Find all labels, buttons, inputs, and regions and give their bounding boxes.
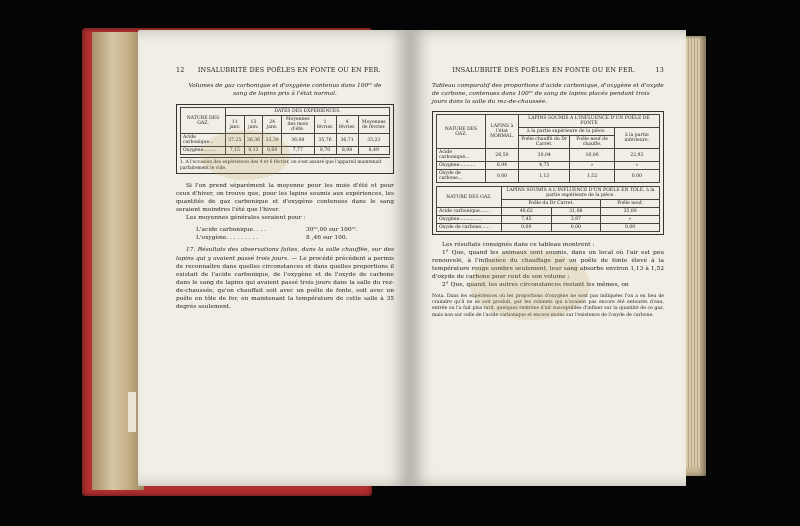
col-header: Moyennes de février. — [358, 116, 389, 134]
right-running-head — [432, 66, 664, 74]
section-body: — Le procédé précédent a permis de reconnaître dans quelles circonstances et dans quelles proportions il existait de l'acide carbonique, de l'oxygène et de l'oxyde de carbone dans le sang de lapins qui avaient passé trois jours dans la salle du rez-de-chaussée, qu'on chauffait soit avec un poêle de fonte, soit avec un poêle en tôle de fer, en maintenant la température de cette salle à 35 degrés seulement. — [176, 255, 394, 311]
influence-header: LAPINS SOUMIS A L'INFLUENCE D'UN POÊLE EN TÔLE, à la partie supérieure de la pièce. — [502, 187, 660, 200]
lower-part-header: à la partie inférieure. — [614, 128, 659, 149]
averages-list — [196, 226, 394, 242]
table-row: Acide carbonique....... 40,62 31,08 35,00 — [437, 208, 660, 216]
right-paragraph: 2° Que, quand, les autres circonstances restant les mêmes, on — [442, 282, 629, 289]
influence-header: LAPINS SOUMIS A L'INFLUENCE D'UN POÊLE DE FONTE — [519, 115, 660, 128]
right-page — [410, 30, 686, 486]
left-section-paragraph — [176, 246, 394, 311]
col-header: Poêle du Dr Carret. — [502, 200, 601, 208]
nature-header: NATURE DES GAZ. — [437, 187, 502, 208]
col-header: Poêle chauffé du Dr Carret. — [519, 136, 570, 149]
col-header: 11 janv. — [226, 116, 245, 134]
table-row: Acide carbonique... 26,50 20,04 16,06 22,92 — [437, 149, 660, 162]
table-row: Oxygène........... 6,94 4,75 » » — [437, 162, 660, 170]
left-table-caption: Volumes de gaz carbonique et d'oxygène contenus dans 100ᶜᶜ de sang de lapins pris à l'état normal. — [188, 83, 382, 97]
right-paragraph: Les résultats consignés dans ce tableau montrent : — [442, 242, 595, 248]
binding-tab — [128, 392, 136, 432]
left-page — [138, 30, 410, 486]
col-header: 4 février. — [336, 116, 358, 134]
left-data-table — [180, 107, 390, 155]
table-row: Oxyde de carbone...... 0,00 0,00 0,00 — [437, 224, 660, 232]
left-table-box — [176, 104, 394, 174]
col-header: Poêle neuf de chauffe. — [570, 136, 614, 149]
left-table-footnote: 1. A l'occasion des expériences des 4 et 6 février, on s'est assuré que l'appareil maintenait parfaitement le vide. — [180, 157, 390, 171]
average-row: L'oxygène. . . . . . . . . 8 ,46 sur 100. — [196, 235, 348, 242]
right-paragraph: 1° Que, quand les animaux sont soumis, dans un local où l'air est peu renouvelé, à l'influence du chauffage par un poêle de fonte élevé à la température rouge sombre seulement, leur sang absorbe environ 1,13 à 1,52 d'oxyde de carbone pour cent de son volume ; — [432, 250, 664, 281]
normal-header: LAPINS à l'état NORMAL. — [486, 115, 519, 149]
col-header: Poêle neuf. — [601, 200, 660, 208]
nature-header: NATURE DES GAZ. — [181, 108, 226, 134]
table-row: Oxyde de carbone... 0,00 1,13 1,52 0,00 — [437, 170, 660, 183]
col-header: Moyennes des mois d'été. — [281, 116, 314, 134]
cast-iron-stove-table — [436, 114, 660, 183]
right-running-title: INSALUBRITÉ DES POÊLES EN FONTE OU EN FER. — [452, 66, 636, 74]
upper-part-header: à la partie supérieure de la pièce. — [519, 128, 615, 136]
left-paragraph: Les moyennes générales seraient pour : — [186, 215, 306, 222]
page-edges-left — [92, 32, 144, 490]
table-row: Acide carbonique... 37,25 36,36 33,39 36,08 35,76 36,71 33,23 — [181, 134, 390, 147]
left-page-number: 12 — [176, 66, 185, 74]
left-running-title: INSALUBRITÉ DES POÊLES EN FONTE OU EN FER. — [197, 66, 381, 74]
table-row: Oxygène............... 7,45 3,97 » — [437, 216, 660, 224]
right-footnote: Nota. Dans les expériences où les proportions d'oxygène ne sont pas indiquées l'on a eu lieu de craindre qu'il ne se soit produit, par les robinets qui n'avaient pas encore été entourés d'eau, entrée ou l'a fait plus tard, quelques rentrées d'air susceptibles d'influer sur la quantité de ce gaz, mais non sur celle de l'acide carbonique et encore moins sur l'existence de l'oxyde de carbone. — [432, 293, 664, 318]
table-row: Oxygène......... 7,15 8,12 8,60 7,77 8,70 8,98 8,49 — [181, 147, 390, 155]
col-header: 24 janv. — [263, 116, 282, 134]
left-paragraph: Si l'on prend séparément la moyenne pour les mois d'été et pour ceux d'hiver, on trouve que, pour les lapins soumis aux expériences, les quantités de gaz carbonique et d'oxygène contenues dans le sang seraient moindres l'été que l'hiver. — [176, 183, 394, 214]
nature-header: NATURE DES GAZ. — [437, 115, 486, 149]
col-header: 13 janv. — [244, 116, 263, 134]
col-header: 1 février. — [314, 116, 336, 134]
right-page-number: 13 — [655, 66, 664, 74]
sheet-iron-stove-table — [436, 186, 660, 232]
section-heading-italic: 17. Résultats des observations faites, dans la salle chauffée, sur des lapins qui y avaient passé trois jours. — [176, 247, 394, 262]
left-running-head — [176, 66, 394, 74]
right-table-caption: Tableau comparatif des proportions d'acide carbonique, d'oxygène et d'oxyde de carbone, contenues dans 100ᶜᶜ de sang de lapins placés pendant trois jours dans la salle du rez-de-chaussée. — [432, 83, 664, 105]
right-tables-box — [432, 111, 664, 235]
dates-header: DATES DES EXPÉRIENCES. — [226, 108, 390, 116]
average-row: L'acide carbonique. . . . 30ᶜᶜ,00 sur 100ᶜᶜ. — [196, 227, 358, 234]
